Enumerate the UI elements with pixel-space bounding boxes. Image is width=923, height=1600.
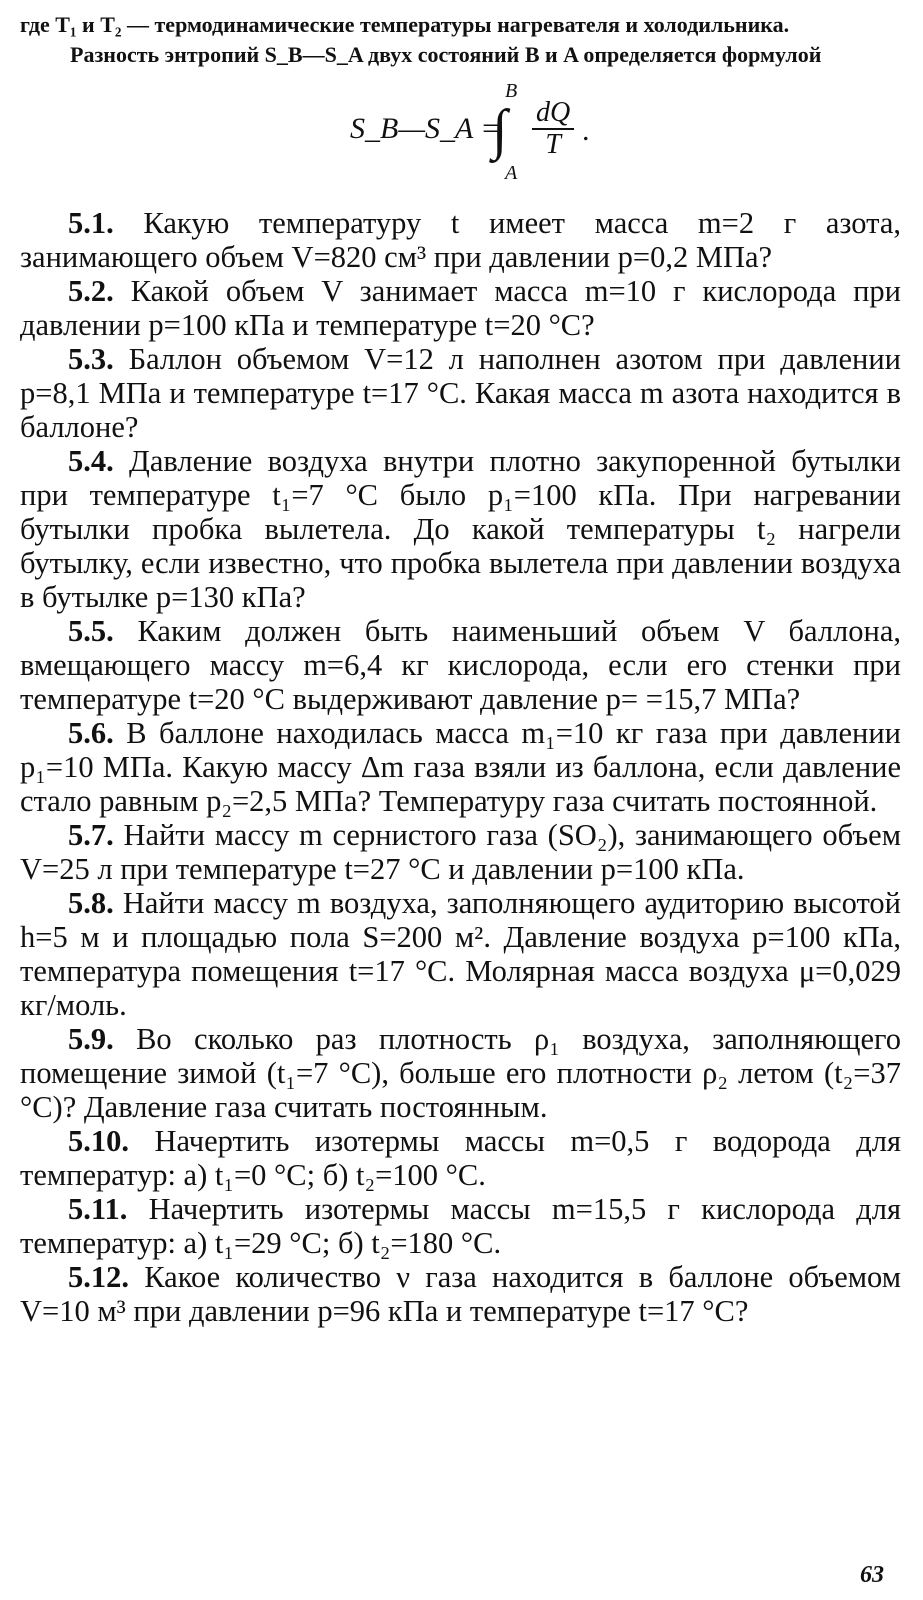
page-number: 63 [860,1562,884,1588]
problem-text: Какой объем V занимает масса m=10 г кислорода при давлении p=100 кПа и температуре t=20 °С? [20,274,901,342]
formula-lhs: S_B—S_A = [350,112,501,145]
problem-item [20,1124,901,1192]
fraction-denominator: T [545,129,561,160]
integral-lower-limit: A [505,162,518,184]
problem-item [20,716,901,818]
problem-list [20,206,901,1328]
problem-item [20,1192,901,1260]
problem-item [20,614,901,716]
problem-text: Во сколько раз плотность ρ₁ воздуха, заполняющего помещение зимой (t₁=7 °С), больше его плотности ρ₂ летом (t₂=37 °С)? Давление газа считать постоянным. [20,1022,901,1124]
problem-text: В баллоне находилась масса m₁=10 кг газа при давлении p₁=10 МПа. Какую массу Δm газа взяли из баллона, если давление стало равным p₂=2,5 МПа? Температуру газа считать постоянной. [20,716,901,818]
problem-text: Найти массу m воздуха, заполняющего аудиторию высотой h=5 м и площадью пола S=200 м². Давление воздуха p=100 кПа, температура помещения t=17 °С. Молярная масса воздуха μ=0,029 кг/моль. [20,886,901,1022]
integral-sign-icon: ∫ [492,99,508,161]
problem-number: 5.9. [68,1022,114,1056]
problem-number: 5.2. [68,274,114,308]
problem-number: 5.8. [68,886,114,920]
intro-line-1: где T₁ и T₂ — термодинамические температуры нагревателя и холодильника. [20,12,790,37]
intro-line-2: Разность энтропий S_B—S_A двух состояний B и A определяется формулой [70,42,822,67]
problem-item [20,1022,901,1124]
problem-text: Баллон объемом V=12 л наполнен азотом при давлении p=8,1 МПа и температуре t=17 °С. Какая масса m азота находится в баллоне? [20,342,902,444]
problem-number: 5.7. [68,818,114,852]
formula-fraction [532,98,574,160]
problem-item [20,818,901,886]
entropy-formula [20,80,901,182]
problem-number: 5.3. [68,342,114,376]
problem-number: 5.4. [68,444,114,478]
problem-text: Начертить изотермы массы m=0,5 г водорода для температур: а) t₁=0 °С; б) t₂=100 °С. [20,1124,901,1192]
problem-text: Каким должен быть наименьший объем V баллона, вмещающего массу m=6,4 кг кислорода, если его стенки при температуре t=20 °С выдерживают давление p= =15,7 МПа? [20,614,901,716]
problem-item [20,886,901,1022]
problem-number: 5.11. [68,1192,128,1226]
problem-text: Какую температуру t имеет масса m=2 г азота, занимающего объем V=820 см³ при давлении p=0,2 МПа? [20,206,901,274]
problem-item [20,342,901,444]
fraction-numerator: dQ [532,98,574,130]
intro-block [20,10,901,70]
integral-upper-limit: B [505,80,518,102]
problem-item [20,1260,901,1328]
formula-tail: . [582,114,590,147]
problem-text: Давление воздуха внутри плотно закупоренной бутылки при температуре t₁=7 °С было p₁=100 кПа. При нагревании бутылки пробка вылетела. До какой температуры t₂ нагрели бутылку, если известно, что пробка вылетела при давлении воздуха в бутылке p=130 кПа? [20,444,902,614]
problem-item [20,444,901,614]
problem-number: 5.6. [68,716,114,750]
problem-number: 5.10. [68,1124,129,1158]
problem-text: Какое количество ν газа находится в баллоне объемом V=10 м³ при давлении p=96 кПа и температуре t=17 °С? [20,1260,902,1328]
problem-item [20,206,901,274]
problem-number: 5.12. [68,1260,129,1294]
problem-text: Начертить изотермы массы m=15,5 г кислорода для температур: а) t₁=29 °С; б) t₂=180 °С. [20,1192,901,1260]
problem-text: Найти массу m сернистого газа (SO₂), занимающего объем V=25 л при температуре t=27 °С и давлении p=100 кПа. [20,818,902,886]
problem-number: 5.1. [68,206,114,240]
problem-item [20,274,901,342]
problem-number: 5.5. [68,614,114,648]
